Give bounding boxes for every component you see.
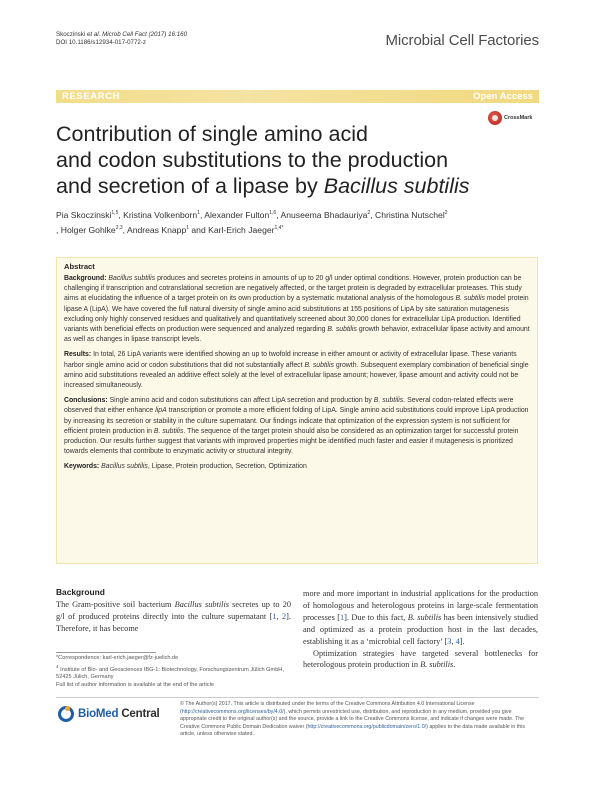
abstract-text: growth. Subsequent exemplary combination of beneficial single amino acid substitutions revealed an additive effect solely at the level of extracellular lipase amount; however, lipase amount and activity could not be increased simultaneously. (64, 361, 529, 390)
author[interactable]: , Kristina Volkenborn (118, 209, 198, 220)
author[interactable]: and Karl-Erich Jaeger (189, 225, 275, 236)
open-access-label: Open Access (473, 91, 533, 102)
abstract-text: model protein lipase A (LipA). We have covered the full natural diversity of single amino acid substitutions at 155 positions of LipA by site saturation mutagenesis excluding only highly conserved residues and qualitatively and quantitatively screened about 30,000 clones for extracellular LipA production. Identified variants with beneficial effects on production were sequenced and analyzed regarding (64, 295, 529, 334)
body-text: . (453, 660, 456, 670)
organism-name: B. subtilis (153, 427, 184, 435)
organism-name: B. subtilis (327, 326, 357, 334)
biomed-central-wordmark (78, 708, 160, 720)
organism-name: B. subtilis (407, 612, 442, 622)
author[interactable]: , Andreas Knapp (122, 225, 187, 236)
journal-name: Microbial Cell Factories (385, 32, 539, 49)
organism-name: B. subtilis (373, 397, 404, 405)
affiliation-marker: 2 (444, 210, 448, 216)
abstract-results-label: Results: (64, 351, 92, 359)
abstract-background-label: Background: (64, 275, 107, 282)
citation-authors: Skoczinski (56, 31, 86, 38)
affiliation-marker: 2,3 (115, 225, 123, 232)
body-paragraph (303, 588, 538, 648)
abstract-text: Single amino acid and codon substitutions can affect LipA secretion and production by (107, 397, 374, 405)
license-part: ), which permits unrestricted use, distribution, and reproduction in any medium, provided you give appropriate credit to the original author(s) and the source, provide a link to the Creative Commons license, and indicate if changes were made. The Creative Commons Public Domain Dedication waiver ( (180, 708, 525, 730)
affiliation-marker: 1,4* (274, 225, 284, 232)
body-column-right (303, 588, 538, 671)
article-title (56, 121, 516, 199)
keywords-label: Keywords: (64, 463, 100, 471)
body-column-left (56, 587, 291, 635)
affiliation-marker: 1 (186, 225, 189, 232)
body-text: , (451, 636, 456, 646)
body-text: ]. Therefore, it has become (56, 611, 291, 633)
organism-name: B. subtilis (304, 361, 334, 369)
body-text: Optimization strategies have targeted several bottlenecks for heterologous protein production in (303, 648, 538, 670)
body-text: The Gram-positive soil bacterium (56, 599, 175, 609)
organism-name: Bacillus subtilis (174, 599, 230, 609)
correspondence-footnote (56, 655, 286, 690)
title-line-3-text: and secretion of a lipase by (56, 174, 324, 198)
organism-name: Bacillus subtilis (108, 275, 156, 282)
title-line-3 (56, 173, 516, 199)
citation-details: et al. Microb Cell Fact (2017) 16:160 (86, 31, 188, 38)
affiliation-marker: 1,6 (269, 210, 277, 216)
organism-name: B. subtilis (455, 295, 485, 303)
keywords-text: , Lipase, Protein production, Secretion, Optimization (147, 463, 307, 471)
footer-divider (56, 697, 539, 698)
license-text (180, 701, 538, 739)
body-text: ]. (459, 636, 465, 646)
correspondence-email[interactable]: *Correspondence: karl-erich.jaeger@fz-juelich.de (56, 655, 179, 661)
abstract-results (64, 350, 530, 391)
affiliation-marker: 1 (197, 210, 200, 216)
author[interactable]: Pia Skoczinski (56, 209, 112, 220)
reference-link[interactable]: 1 (339, 612, 345, 622)
abstract-text: produces and secretes proteins in amounts of up to 20 g/l under optimal conditions. However, protein production can be challenging if transcription and cotranslational secretion are negatively affected, or the target protein is degraded by extracellular proteases. This study aims at elucidating the influence of a target protein on its own production by a systematic mutational analysis of the homologous (64, 275, 522, 303)
body-text: ]. Due to this fact, (344, 612, 408, 622)
biomed-central-icon (58, 706, 74, 722)
section-banner (56, 90, 539, 103)
biomed-central-logo[interactable] (58, 706, 168, 726)
abstract-text: growth behavior, extracellular lipase activity and amount as well as changes in lipase transcript levels. (64, 326, 530, 344)
logo-text-b: Central (118, 708, 160, 720)
reference-link[interactable]: 2 (282, 611, 287, 621)
crossmark-label: CrossMark (504, 115, 533, 121)
license-link[interactable]: http://creativecommons.org/licenses/by/4.0/ (181, 708, 284, 715)
section-label: RESEARCH (62, 91, 121, 102)
organism-name: B. subtilis (420, 660, 454, 670)
citation (56, 31, 187, 48)
logo-text-a: BioMed (78, 708, 119, 720)
body-text: more and more important in industrial applications for the production of homologous and heterologous proteins in large-scale fermentation processes [ (303, 589, 538, 622)
author[interactable]: , Anuseema Bhadauriya (276, 209, 368, 220)
abstract-text: In total, 26 LipA variants were identified showing an up to twofold increase in either amount or activity of extracellular lipase. These variants harbor single amino acid or codon substitutions that did not substantially affect (64, 351, 517, 369)
body-paragraph (303, 648, 538, 672)
abstract-heading: Abstract (64, 262, 95, 271)
body-paragraph (56, 599, 291, 635)
body-text: has been intensively studied and optimized as a protein production host in the last decades, establishing it as a ‘microbial cell factory’ [ (303, 612, 538, 646)
reference-link[interactable]: 3 (447, 636, 452, 646)
license-part: © The Author(s) 2017. This article is distributed under the terms of the Creative Commons Attribution 4.0 International License ( (180, 701, 475, 715)
author-info-note: Full list of author information is available at the end of the article (56, 681, 214, 688)
abstract-conclusions (64, 396, 530, 457)
author[interactable]: , Holger Gohlke (56, 225, 116, 236)
abstract-background (64, 274, 530, 345)
keyword: Bacillus subtilis (99, 463, 148, 471)
author[interactable]: , Alexander Fulton (199, 209, 270, 220)
publicdomain-link[interactable]: http://creativecommons.org/publicdomain/zero/1.0/ (307, 723, 427, 730)
body-text: , (276, 611, 282, 621)
doi[interactable]: DOI 10.1186/s12934-017-0772-z (56, 39, 147, 47)
abstract-keywords (64, 462, 530, 472)
author[interactable]: , Christina Nutschel (370, 209, 445, 220)
abstract-text: . The sequence of the target protein should also be considered as an optimization target for successful protein production. Our results further suggest that variants with improved properties might be identified much faster and easier if mutagenesis is prioritized towards elements that contribute to enzymatic activity or structural integrity. (64, 427, 519, 456)
affiliation-marker: 4 (56, 663, 59, 669)
affiliation-marker: 2 (367, 210, 371, 216)
gene-name: lipA (155, 407, 167, 415)
abstract-box (56, 257, 538, 564)
footnote-divider (56, 652, 156, 653)
affiliation (56, 663, 286, 682)
author-list (56, 207, 536, 238)
abstract-text: . Several codon-related effects were observed that either enhance (64, 397, 514, 415)
abstract-conclusions-label: Conclusions: (64, 397, 108, 405)
body-text: secretes up to 20 g/l of produced proteins directly into the culture supernatant [ (56, 599, 291, 621)
license-part: ) applies to the data made available in this article, unless otherwise stated. (180, 723, 526, 738)
reference-link[interactable]: 1 (272, 611, 277, 621)
title-line-2: and codon substitutions to the production (56, 148, 449, 172)
affiliation-marker: 1,5 (111, 210, 119, 216)
title-line-1: Contribution of single amino acid (56, 122, 368, 146)
reference-link[interactable]: 4 (455, 636, 460, 646)
title-organism: Bacillus subtilis (323, 174, 470, 198)
affiliation-text: Institute of Bio- and Geosciences IBG-1: Biotechnology, Forschungszentrum Jülich GmbH, 52425 Jülich, Germany (56, 666, 284, 681)
background-heading: Background (56, 587, 105, 597)
abstract-text: transcription or promote a more efficient folding of LipA. Single amino acid substitutions could improve LipA production by increasing its secretion or stability in the culture supernatant. Our findings indicate that optimization of the expression system is not sufficient for efficient protein production in (64, 407, 529, 435)
